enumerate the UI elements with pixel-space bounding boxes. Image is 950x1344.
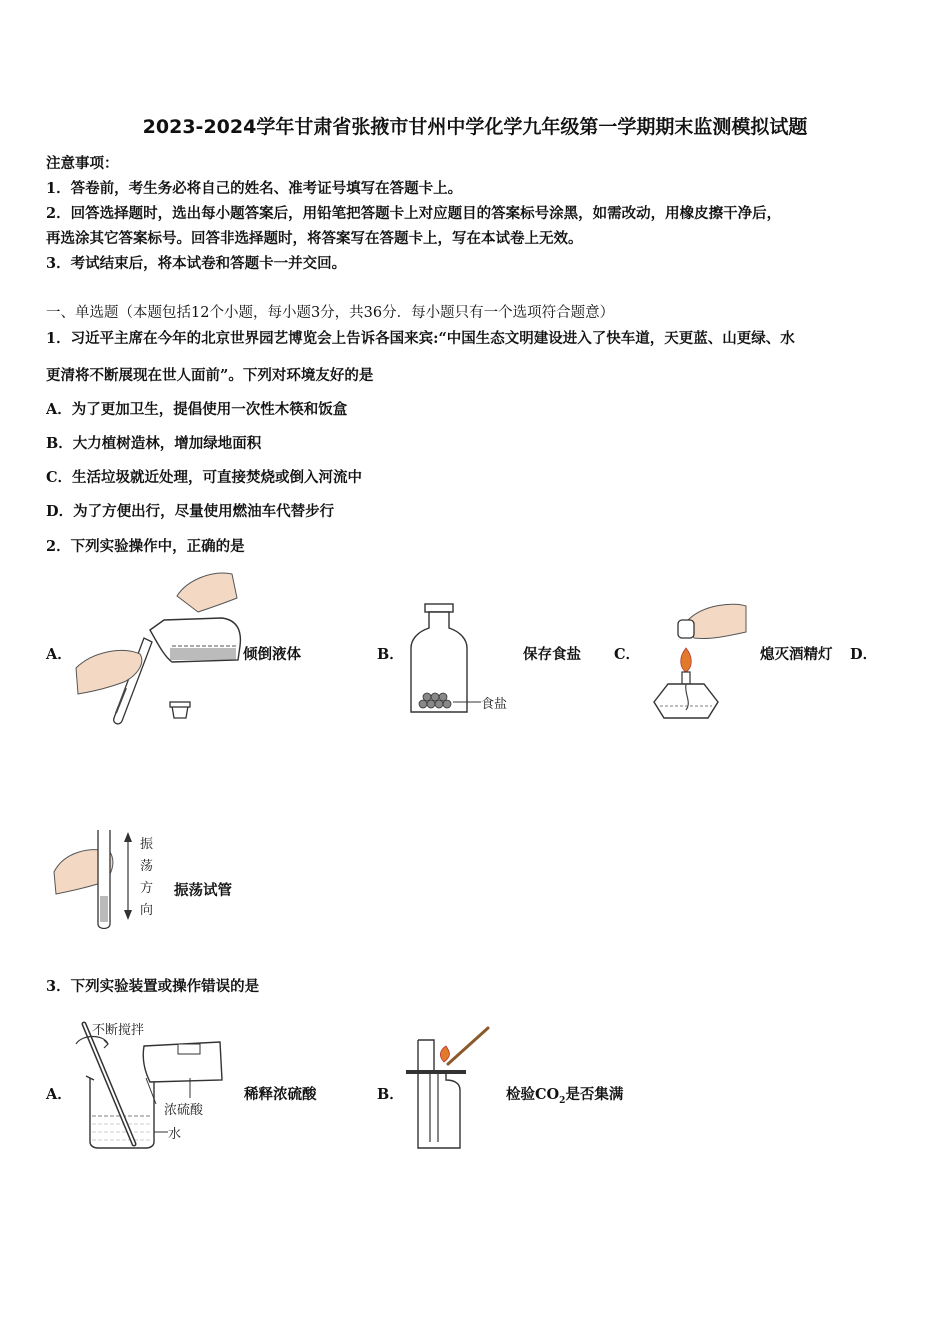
shake-label-4: 向: [140, 903, 154, 918]
alcohol-lamp-figure: [648, 598, 753, 722]
shake-label-2: 荡: [140, 859, 154, 874]
dilute-sulfuric-acid-figure: [70, 1016, 235, 1154]
q2-a-text: 倾倒液体: [243, 646, 301, 663]
q3-a-letter: A．: [46, 1086, 72, 1103]
q2-d-text: 振荡试管: [174, 882, 232, 899]
q1-stem-line1: 1．习近平主席在今年的北京世界园艺博览会上告诉各国来宾:“中国生态文明建设进入了快车道，天更蓝、山更绿、水: [46, 330, 795, 347]
q1-option-c: C．生活垃圾就近处理，可直接焚烧或倒入河流中: [46, 469, 363, 486]
q1-option-a: A．为了更加卫生，提倡使用一次性木筷和饭盒: [46, 401, 348, 418]
q2-stem: 2．下列实验操作中，正确的是: [46, 538, 245, 555]
water-label: 水: [168, 1127, 182, 1142]
notice-item-1: 1．答卷前，考生务必将自己的姓名、准考证号填写在答题卡上。: [46, 180, 463, 197]
section-heading: 一、单选题（本题包括12个小题，每小题3分，共36分．每小题只有一个选项符合题意）: [46, 305, 615, 321]
co2-subscript: 2: [559, 1095, 566, 1106]
notice-heading: 注意事项：: [46, 155, 119, 172]
q1-option-b: B．大力植树造林，增加绿地面积: [46, 435, 262, 452]
pouring-liquid-figure: [72, 568, 247, 726]
shaking-test-tube-figure: [52, 826, 167, 932]
page-title: 2023-2024学年甘肃省张掖市甘州中学化学九年级第一学期期末监测模拟试题: [142, 116, 808, 138]
salt-label: 食盐: [481, 697, 508, 712]
q1-option-d: D．为了方便出行，尽量使用燃油车代替步行: [46, 503, 335, 520]
q3-b-text: [506, 1083, 623, 1106]
q3-b-text-pre: 检验: [506, 1086, 535, 1103]
q3-a-text: 稀释浓硫酸: [244, 1086, 317, 1103]
acid-label: 浓硫酸: [164, 1103, 204, 1118]
q2-c-text: 熄灭酒精灯: [760, 646, 833, 663]
stir-label: 不断搅拌: [92, 1023, 145, 1038]
notice-item-3: 3．考试结束后，将本试卷和答题卡一并交回。: [46, 255, 347, 272]
notice-item-2-cont: 再选涂其它答案标号。回答非选择题时，将答案写在答题卡上，写在本试卷上无效。: [46, 230, 583, 247]
shake-label-1: 振: [140, 837, 154, 852]
q3-stem: 3．下列实验装置或操作错误的是: [46, 978, 260, 995]
q2-b-letter: B．: [377, 646, 404, 663]
q2-c-letter: C．: [614, 646, 641, 663]
q2-b-text: 保存食盐: [523, 646, 581, 663]
salt-bottle-figure: [405, 600, 525, 720]
q2-a-letter: A．: [46, 646, 72, 663]
q3-b-text-post: 是否集满: [565, 1086, 624, 1103]
co2-check-figure: [404, 1024, 496, 1152]
q2-d-letter: D．: [850, 646, 878, 663]
notice-item-2: 2．回答选择题时，选出每小题答案后，用铅笔把答题卡上对应题目的答案标号涂黑，如需改动，用橡皮擦干净后，: [46, 205, 782, 222]
co-formula: CO: [535, 1086, 560, 1103]
q3-b-letter: B．: [377, 1086, 404, 1103]
q1-stem-line2: 更清将不断展现在世人面前”。下列对环境友好的是: [46, 367, 374, 384]
shake-label-3: 方: [140, 881, 154, 896]
